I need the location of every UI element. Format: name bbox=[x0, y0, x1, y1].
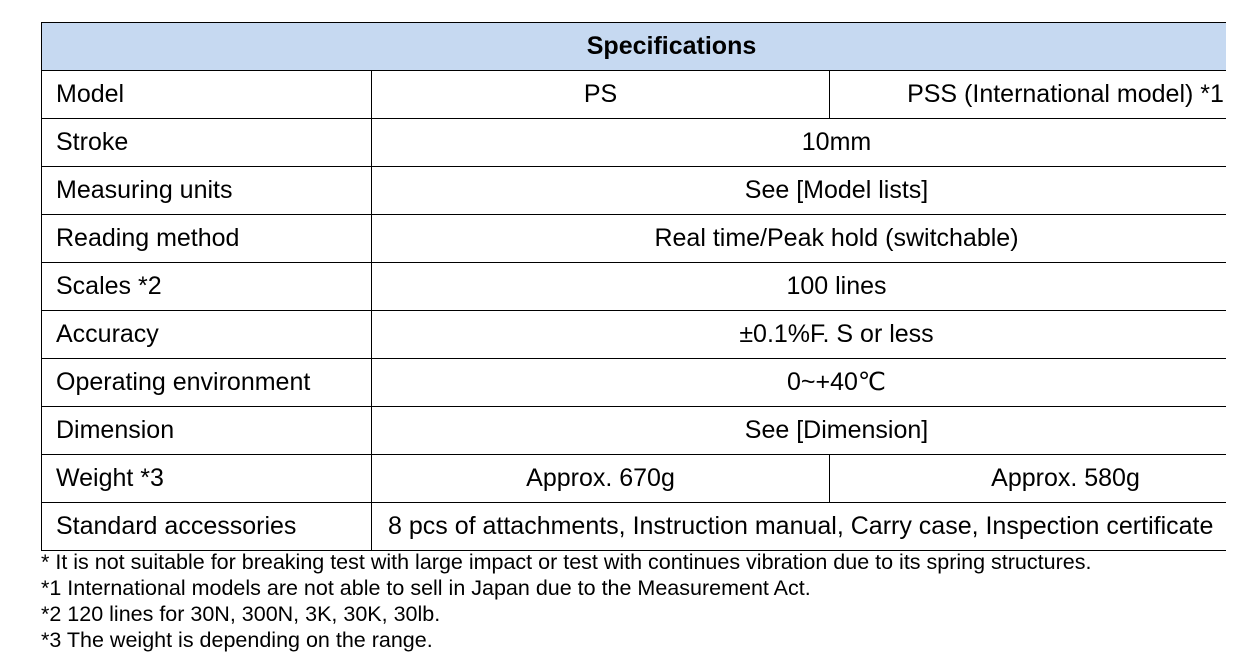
dimension-value-cell: See [Dimension] bbox=[372, 407, 1227, 455]
table-row-dimension bbox=[42, 407, 1227, 455]
table-row-standard-accessories bbox=[42, 503, 1227, 551]
row-label-scales: Scales *2 bbox=[42, 263, 372, 311]
accuracy-value-cell: ±0.1%F. S or less bbox=[372, 311, 1227, 359]
row-label-model: Model bbox=[42, 71, 372, 119]
table-header-row bbox=[42, 23, 1227, 71]
row-label-measuring-units: Measuring units bbox=[42, 167, 372, 215]
row-label-standard-accessories: Standard accessories bbox=[42, 503, 372, 551]
model-ps-cell: PS bbox=[372, 71, 830, 119]
table-row-reading-method bbox=[42, 215, 1227, 263]
footnote-2: *2 120 lines for 30N, 300N, 3K, 30K, 30lb. bbox=[41, 602, 441, 626]
standard-accessories-value-cell: 8 pcs of attachments, Instruction manual, Carry case, Inspection certificate bbox=[372, 503, 1227, 551]
table-row-weight bbox=[42, 455, 1227, 503]
specifications-table bbox=[41, 22, 1226, 551]
table-row-measuring-units bbox=[42, 167, 1227, 215]
row-label-accuracy: Accuracy bbox=[42, 311, 372, 359]
table-row-stroke bbox=[42, 119, 1227, 167]
weight-pss-cell: Approx. 580g bbox=[830, 455, 1227, 503]
table-row-accuracy bbox=[42, 311, 1227, 359]
reading-method-value-cell: Real time/Peak hold (switchable) bbox=[372, 215, 1227, 263]
operating-environment-value-cell: 0~+40℃ bbox=[372, 359, 1227, 407]
model-pss-cell: PSS (International model) *1 bbox=[830, 71, 1227, 119]
row-label-weight: Weight *3 bbox=[42, 455, 372, 503]
row-label-operating-environment: Operating environment bbox=[42, 359, 372, 407]
table-title: Specifications bbox=[42, 23, 1227, 71]
stroke-value-cell: 10mm bbox=[372, 119, 1227, 167]
scales-value-cell: 100 lines bbox=[372, 263, 1227, 311]
footnote-1: *1 International models are not able to sell in Japan due to the Measurement Act. bbox=[41, 576, 811, 600]
footnotes bbox=[41, 549, 1091, 653]
footnote-general: * It is not suitable for breaking test with large impact or test with continues vibration due to its spring structures. bbox=[41, 550, 1092, 574]
footnote-3: *3 The weight is depending on the range. bbox=[41, 628, 433, 652]
table-row-scales bbox=[42, 263, 1227, 311]
row-label-reading-method: Reading method bbox=[42, 215, 372, 263]
table-row-model bbox=[42, 71, 1227, 119]
row-label-stroke: Stroke bbox=[42, 119, 372, 167]
measuring-units-value-cell: See [Model lists] bbox=[372, 167, 1227, 215]
row-label-dimension: Dimension bbox=[42, 407, 372, 455]
table-row-operating-environment bbox=[42, 359, 1227, 407]
weight-ps-cell: Approx. 670g bbox=[372, 455, 830, 503]
